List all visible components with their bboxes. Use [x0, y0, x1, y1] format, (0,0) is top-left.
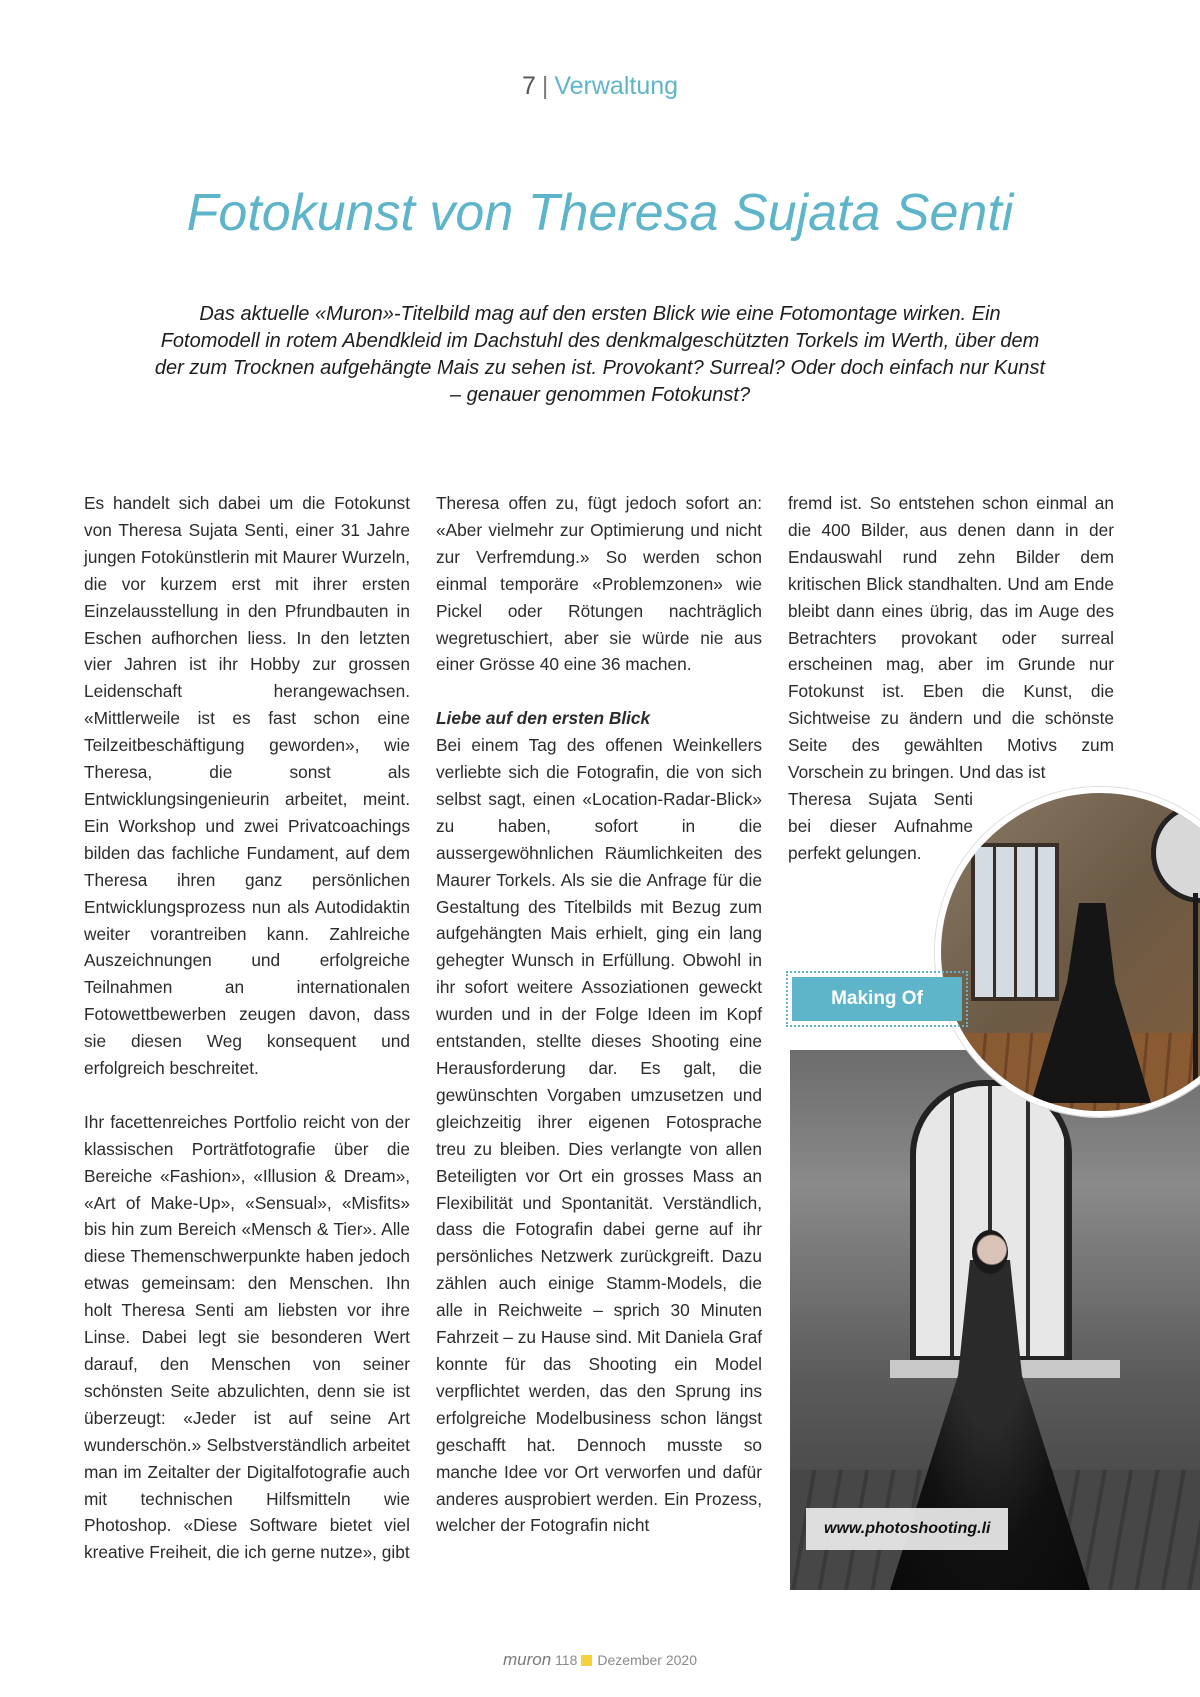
article-lead: Das aktuelle «Muron»-Titelbild mag auf den ersten Blick wie eine Fotomontage wirken. Ein Fotomodell in rotem Abendkleid im Dachstuhl des denkmalgeschützten Torkels im Werth, über dem der zum Trocknen aufgehängte Mais zu sehen ist. Provokant? Surreal? Oder doch einfach nur Kunst – genauer genommen Fotokunst? [154, 303, 1046, 406]
lamp-stand-shape [1193, 893, 1198, 1093]
section-name: Verwaltung [554, 72, 679, 100]
paragraph: Ihr facettenreiches Portfolio reicht von der klassischen Porträtfotografie über die Bereiche «Fashion», «Illusion & Dream», «Art of Make-Up», «Sensual», «Misfits» bis hin zum Bereich «Mensch & Tier». Alle diese Themenschwerpunkte haben jedoch etwas gemeinsam: den Menschen. Ihn holt Theresa Senti am liebsten vor ihre Linse. Dabei legt sie besonderen Wert darauf, den Menschen von seiner schönsten Seite abzulichten, denn sie ist überzeugt: «Jeder ist auf seine Art wunderschön.» Selbstverständlich arbeitet man im Zeitalter der Digitalfotografie auch mit technischen Hilfsmitteln wie Photoshop. «Diese Software bietet viel kreative Freiheit, die ich gerne nutze», gibt [84, 1111, 410, 1563]
making-of-label: Making Of [792, 977, 962, 1021]
issue-number: 118 [555, 1652, 578, 1668]
article-title: Fotokunst von Theresa Sujata Senti [186, 184, 1014, 242]
yellow-square-icon [581, 1655, 592, 1666]
text-column-1 [84, 490, 410, 1566]
window-shape [971, 843, 1059, 1001]
paragraph: Theresa offen zu, fügt jedoch sofort an: «Aber vielmehr zur Optimierung und nicht zur Verfremdung.» So werden schon einmal temporäre «Problemzonen» wie Pickel oder Rötungen nachträglich wegretuschiert, aber sie würde nie aus einer Grösse 40 eine 36 machen. [436, 493, 762, 675]
studio-lamp-shape [1151, 803, 1200, 903]
subheading: Liebe auf den ersten Blick [436, 708, 651, 729]
issue-date: Dezember 2020 [597, 1652, 698, 1668]
paragraph: fremd ist. So entstehen schon einmal an die 400 Bilder, aus denen dann in der Endauswahl rund zehn Bilder dem kritischen Blick standhalten. Und am Ende bleibt dann eines übrig, das im Auge des Betrachters provokant oder surreal erscheinen mag, aber im Grunde nur Fotokunst ist. Eben die Kunst, die Sichtweise zu ändern und die schönste Seite des gewählten Motivs zum Vorschein zu bringen. Und das ist [788, 493, 1114, 783]
page-footer [0, 1650, 1200, 1670]
header-separator: | [541, 72, 549, 100]
model-photo [790, 1050, 1200, 1590]
page-header [0, 72, 1200, 101]
paragraph: Theresa Sujata Senti bei dieser Aufnahme perfekt gelungen. [788, 788, 973, 863]
photo-url-caption[interactable]: www.photoshooting.li [806, 1508, 1008, 1550]
paragraph: Bei einem Tag des offenen Weinkellers verliebte sich die Fotografin, die von sich selbst sagt, einen «Location-Radar-Blick» zu haben, sofort in die aussergewöhnlichen Räumlichkeiten des Maurer Torkels. Als sie die Anfrage für die Gestaltung des Titelbilds mit Bezug zum aufgehängten Mais erhielt, ging ein lang gehegter Wunsch in Erfüllung. Obwohl in ihr sofort weitere Assoziationen geweckt wurden und in der Folge Ideen im Kopf entstanden, stellte dieses Shooting eine Herausforderung dar. Es galt, die gewünschten Vorgaben umzusetzen und gleichzeitig ihrer eigenen Fotosprache treu zu bleiben. Dies verlangte von allen Beteiligten vor Ort ein grosses Mass an Flexibilität und Spontanität. Verständlich, dass die Fotografin dabei gerne auf ihr persönliches Netzwerk zurückgreift. Dazu zählen auch einige Stamm-Models, die alle in Reichweite – sprich 30 Minuten Fahrzeit – zu Hause sind. Mit Daniela Graf konnte für das Shooting ein Model verpflichtet werden, das den Sprung ins erfolgreiche Modelbusiness schon längst geschafft hat. Dennoch musste so manche Idee vor Ort verworfen und dafür anderes ausprobiert werden. Ein Prozess, welcher der Fotografin nicht [436, 735, 762, 1536]
page-number: 7 [521, 72, 536, 100]
paragraph: Es handelt sich dabei um die Fotokunst von Theresa Sujata Senti, einer 31 Jahre jungen Fotokünstlerin mit Maurer Wurzeln, die vor kurzem erst mit ihrer ersten Einzelausstellung in den Pfrundbauten in Eschen aufhorchen liess. In den letzten vier Jahren ist ihr Hobby zur grossen Leidenschaft herangewachsen. «Mittlerweile ist es fast schon eine Teilzeitbeschäftigung geworden», wie Theresa, die sonst als Entwicklungsingenieurin arbeitet, meint. Ein Workshop und zwei Privatcoachings bilden das fachliche Fundament, auf dem Theresa ihren ganz persönlichen Entwicklungsprozess nun als Autodidaktin weiter vorantreiben kann. Zahlreiche Auszeichnungen und erfolgreiche Teilnahmen an internationalen Fotowettbewerben zeugen davon, dass sie diesen Weg konsequent und erfolgreich beschreitet. [84, 493, 410, 1079]
magazine-brand: muron [502, 1650, 552, 1669]
model-head-shape [972, 1230, 1008, 1274]
text-column-2 [436, 490, 762, 1539]
